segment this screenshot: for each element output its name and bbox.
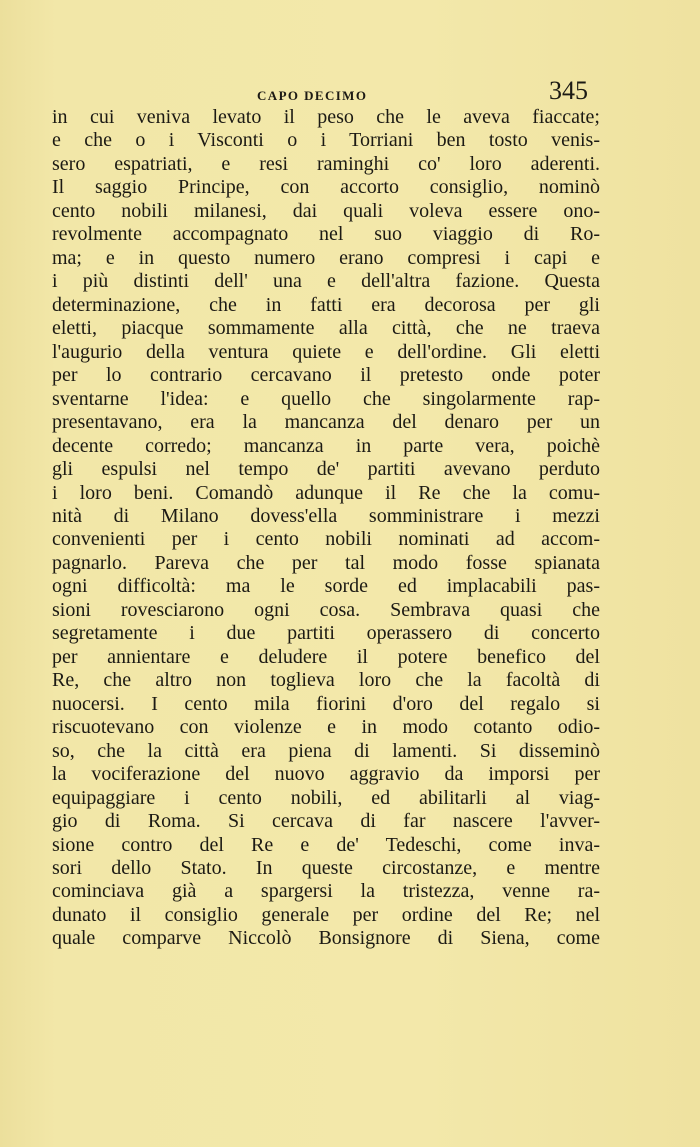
text-line: per lo contrario cercavano il pretesto onde poter (52, 364, 600, 387)
text-line: cento nobili milanesi, dai quali voleva essere ono- (52, 199, 600, 222)
text-line: sventarne l'idea: e quello che singolarmente rap- (52, 387, 600, 410)
text-line: sero espatriati, e resi raminghi co' loro aderenti. (52, 152, 600, 175)
text-line: so, che la città era piena di lamenti. Si disseminò (52, 739, 600, 762)
text-line: per annientare e deludere il potere benefico del (52, 645, 600, 668)
text-line: quale comparve Niccolò Bonsignore di Siena, come (52, 927, 600, 950)
text-line: sione contro del Re e de' Tedeschi, come inva- (52, 833, 600, 856)
text-line: eletti, piacque sommamente alla città, che ne traeva (52, 317, 600, 340)
text-line: dunato il consiglio generale per ordine del Re; nel (52, 903, 600, 926)
text-line: i loro beni. Comandò adunque il Re che la comu- (52, 481, 600, 504)
text-line: l'augurio della ventura quiete e dell'ordine. Gli eletti (52, 340, 600, 363)
text-line: equipaggiare i cento nobili, ed abilitarli al viag- (52, 786, 600, 809)
page-header (52, 70, 600, 110)
text-line: Re, che altro non toglieva loro che la facoltà di (52, 669, 600, 692)
text-line: decente corredo; mancanza in parte vera, poichè (52, 434, 600, 457)
text-line: Il saggio Principe, con accorto consiglio, nominò (52, 176, 600, 199)
text-line: determinazione, che in fatti era decorosa per gli (52, 293, 600, 316)
text-line: presentavano, era la mancanza del denaro per un (52, 411, 600, 434)
text-line: in cui veniva levato il peso che le aveva fiaccate; (52, 106, 600, 128)
text-line: sioni rovesciarono ogni cosa. Sembrava quasi che (52, 598, 600, 621)
text-line: la vociferazione del nuovo aggravio da imporsi per (52, 763, 600, 786)
text-line: pagnarlo. Pareva che per tal modo fosse spianata (52, 551, 600, 574)
text-line: revolmente accompagnato nel suo viaggio di Ro- (52, 223, 600, 246)
text-line: gio di Roma. Si cercava di far nascere l'avver- (52, 810, 600, 833)
text-line: ogni difficoltà: ma le sorde ed implacabili pas- (52, 575, 600, 598)
text-line: e che o i Visconti o i Torriani ben tosto venis- (52, 129, 600, 152)
text-line: cominciava già a spargersi la tristezza, venne ra- (52, 880, 600, 903)
text-line: sori dello Stato. In queste circostanze, e mentre (52, 857, 600, 879)
body-text (52, 106, 600, 951)
text-line: gli espulsi nel tempo de' partiti avevano perduto (52, 458, 600, 481)
text-line: nuocersi. I cento mila fiorini d'oro del regalo si (52, 692, 600, 715)
text-line: segretamente i due partiti operassero di concerto (52, 622, 600, 645)
running-title: CAPO DECIMO (257, 88, 368, 103)
text-line: convenienti per i cento nobili nominati ad accom- (52, 528, 600, 551)
text-line: nità di Milano dovess'ella somministrare i mezzi (52, 504, 600, 527)
text-line: i più distinti dell' una e dell'altra fazione. Questa (52, 270, 600, 293)
text-line: riscuotevano con violenze e in modo cotanto odio- (52, 716, 600, 739)
page-number: 345 (549, 76, 588, 105)
text-line: ma; e in questo numero erano compresi i capi e (52, 246, 600, 269)
